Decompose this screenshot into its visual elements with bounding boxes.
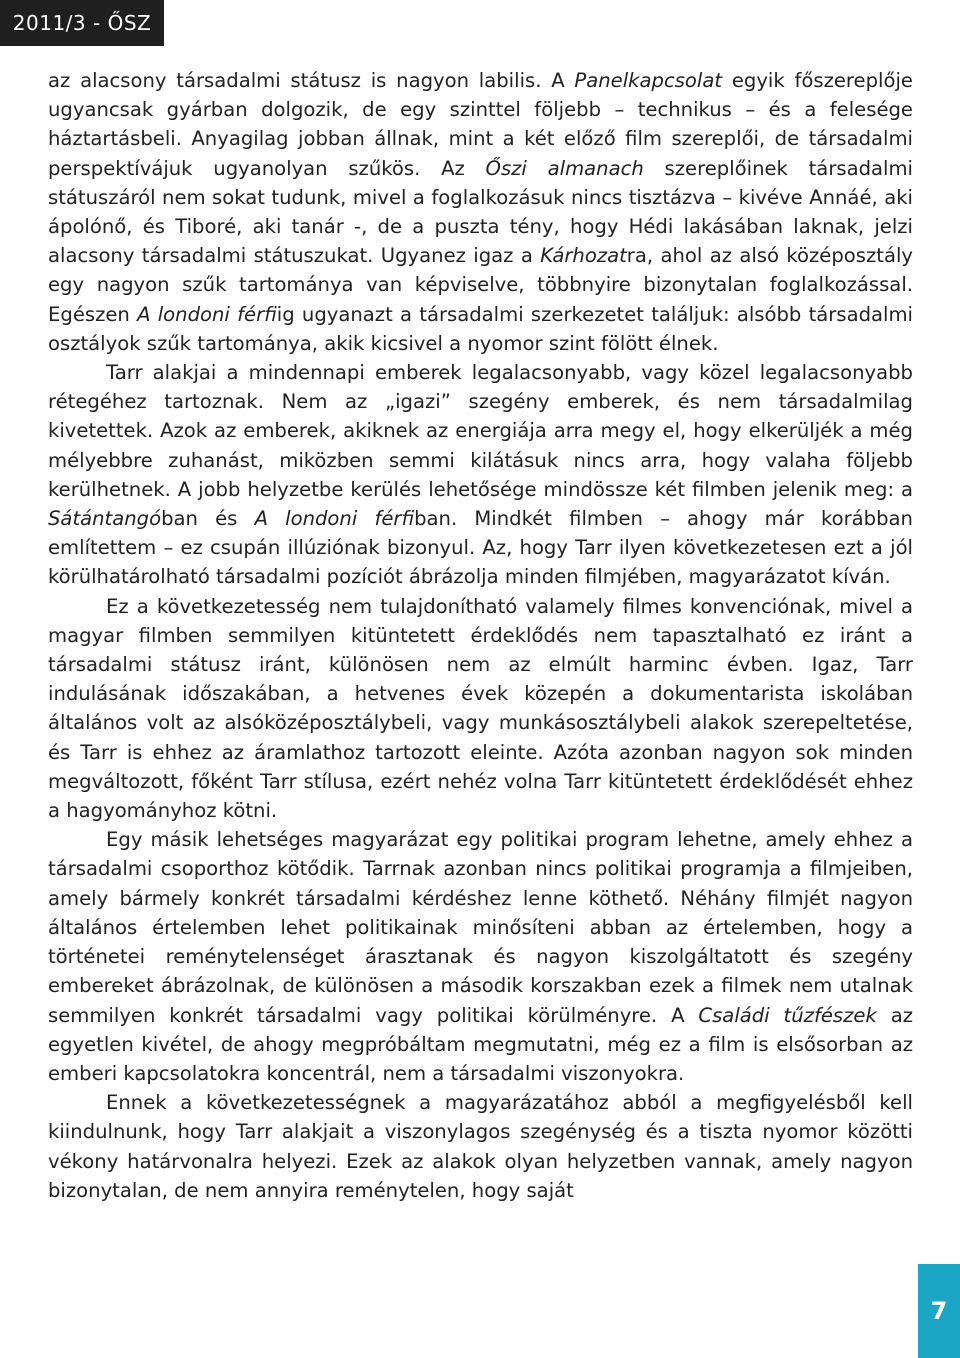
paragraph (48, 358, 913, 592)
film-title: Panelkapcsolat (574, 69, 723, 92)
film-title: Őszi almanach (485, 156, 644, 180)
film-title: Sátántangó (48, 507, 162, 531)
issue-label: 2011/3 - ŐSZ (12, 11, 152, 35)
paragraph (48, 1088, 913, 1205)
text-run: Tarr alakjai a mindennapi emberek legalacsonyabb, vagy közel legalacsonyabb rétegéhez tartoznak. Nem az „igazi” szegény emberek, és nem társadalmilag kivetettek. Azok az emberek, akiknek az energiája arra megy el, hogy elkerüljék a még mélyebbre zuhanást, miközben semmi kilátásuk nincs arra, hogy valaha följebb kerülhetnek. A jobb helyzetbe kerülés lehetősége mindössze két filmben jelenik meg: a (48, 361, 913, 501)
page-number: 7 (930, 1297, 948, 1325)
text-run: Ez a következetesség nem tulajdonítható valamely filmes konvenciónak, mivel a magyar filmben semmilyen kitüntetett érdeklődés nem tapasztalható ez iránt a társadalmi státusz iránt, különösen nem az elmúlt harminc évben. Igaz, Tarr indulásának időszakában, a hetvenes évek közepén a dokumentarista iskolában általános volt az alsóközéposztálybeli, vagy munkásosztálybeli alakok szerepeltetése, és Tarr is ehhez az áramlathoz tartozott eleinte. Azóta azonban nagyon sok minden megváltozott, főként Tarr stílusa, ezért nehéz volna Tarr kitüntetett érdeklődését ehhez a hagyományhoz kötni. (48, 594, 913, 823)
issue-header-tab (0, 0, 164, 46)
paragraph (48, 66, 913, 358)
paragraph (48, 825, 913, 1088)
text-run: Egy másik lehetséges magyarázat egy politikai program lehetne, amely ehhez a társadalmi csoporthoz kötődik. Tarrnak azonban nincs politikai programja a filmjeiben, amely bármely konkrét társadalmi kérdéshez lenne köthető. Néhány filmjét nagyon általános értelemben lehet politikainak minősíteni abban az értelemben, hogy a történetei reménytelenséget árasztanak és nagyon kiszolgáltatott és szegény embereket ábrázolnak, de különösen a második korszakban ezek a filmek nem utalnak semmilyen konkrét társadalmi vagy politikai körülményre. A (48, 828, 913, 1027)
article-body (48, 66, 913, 1205)
text-run: az egyetlen kivétel, de ahogy megpróbáltam megmutatni, még ez a film is elsősorban az emberi kapcsolatokra koncentrál, nem a társadalmi viszonyokra. (48, 1003, 913, 1085)
paragraph (48, 592, 913, 826)
text-run: az alacsony társadalmi státusz is nagyon labilis. A (48, 69, 575, 92)
film-title: A londoni férfi (254, 507, 415, 531)
film-title: Családi tűzfészek (698, 1003, 877, 1027)
text-run: ban és (161, 507, 255, 531)
text-run: ig ugyanazt a társadalmi szerkezetet találjuk: alsóbb társadalmi osztályok szűk tartománya, akik kicsivel a nyomor szint fölött élnek. (48, 302, 913, 355)
text-run: ban. Mindkét filmben – ahogy már korábban említettem – ez csupán illúziónak bizonyul. Az, hogy Tarr ilyen következetesen ezt a jól körülhatárolható társadalmi pozíciót ábrázolja minden filmjében, magyarázatot kíván. (48, 507, 913, 589)
film-title: Kárhozat (540, 244, 627, 268)
text-run: szereplőinek társadalmi státuszáról nem sokat tudunk, mivel a foglalkozásuk nincs tisztázva – kivéve Annáé, aki ápolónő, és Tiboré, aki tanár -, de a puszta tény, hogy Hédi lakásában laknak, jelzi alacsony társadalmi státuszukat. Ugyanez igaz a (48, 156, 914, 268)
film-title: A londoni férfi (137, 302, 277, 326)
text-run: Ennek a következetességnek a magyarázatához abból a megfigyelésből kell kiindulnunk, hogy Tarr alakjait a viszonylagos szegénység és a tiszta nyomor közötti vékony határvonalra helyezi. Ezek az alakok olyan helyzetben vannak, amely nagyon bizonytalan, de nem annyira reménytelen, hogy saját (48, 1091, 913, 1202)
page-number-badge (918, 1264, 960, 1358)
text-run: ra, ahol az alsó középosztály egy nagyon szűk tartománya van képviselve, többnyire bizonytalan foglalkozással. Egészen (48, 244, 913, 326)
text-run: egyik főszereplője ugyancsak gyárban dolgozik, de egy szinttel följebb – technikus – és a felesége háztartásbeli. Anyagilag jobban állnak, mint a két előző film szereplői, de társadalmi perspektívájuk ugyanolyan szűkös. Az (48, 69, 913, 180)
